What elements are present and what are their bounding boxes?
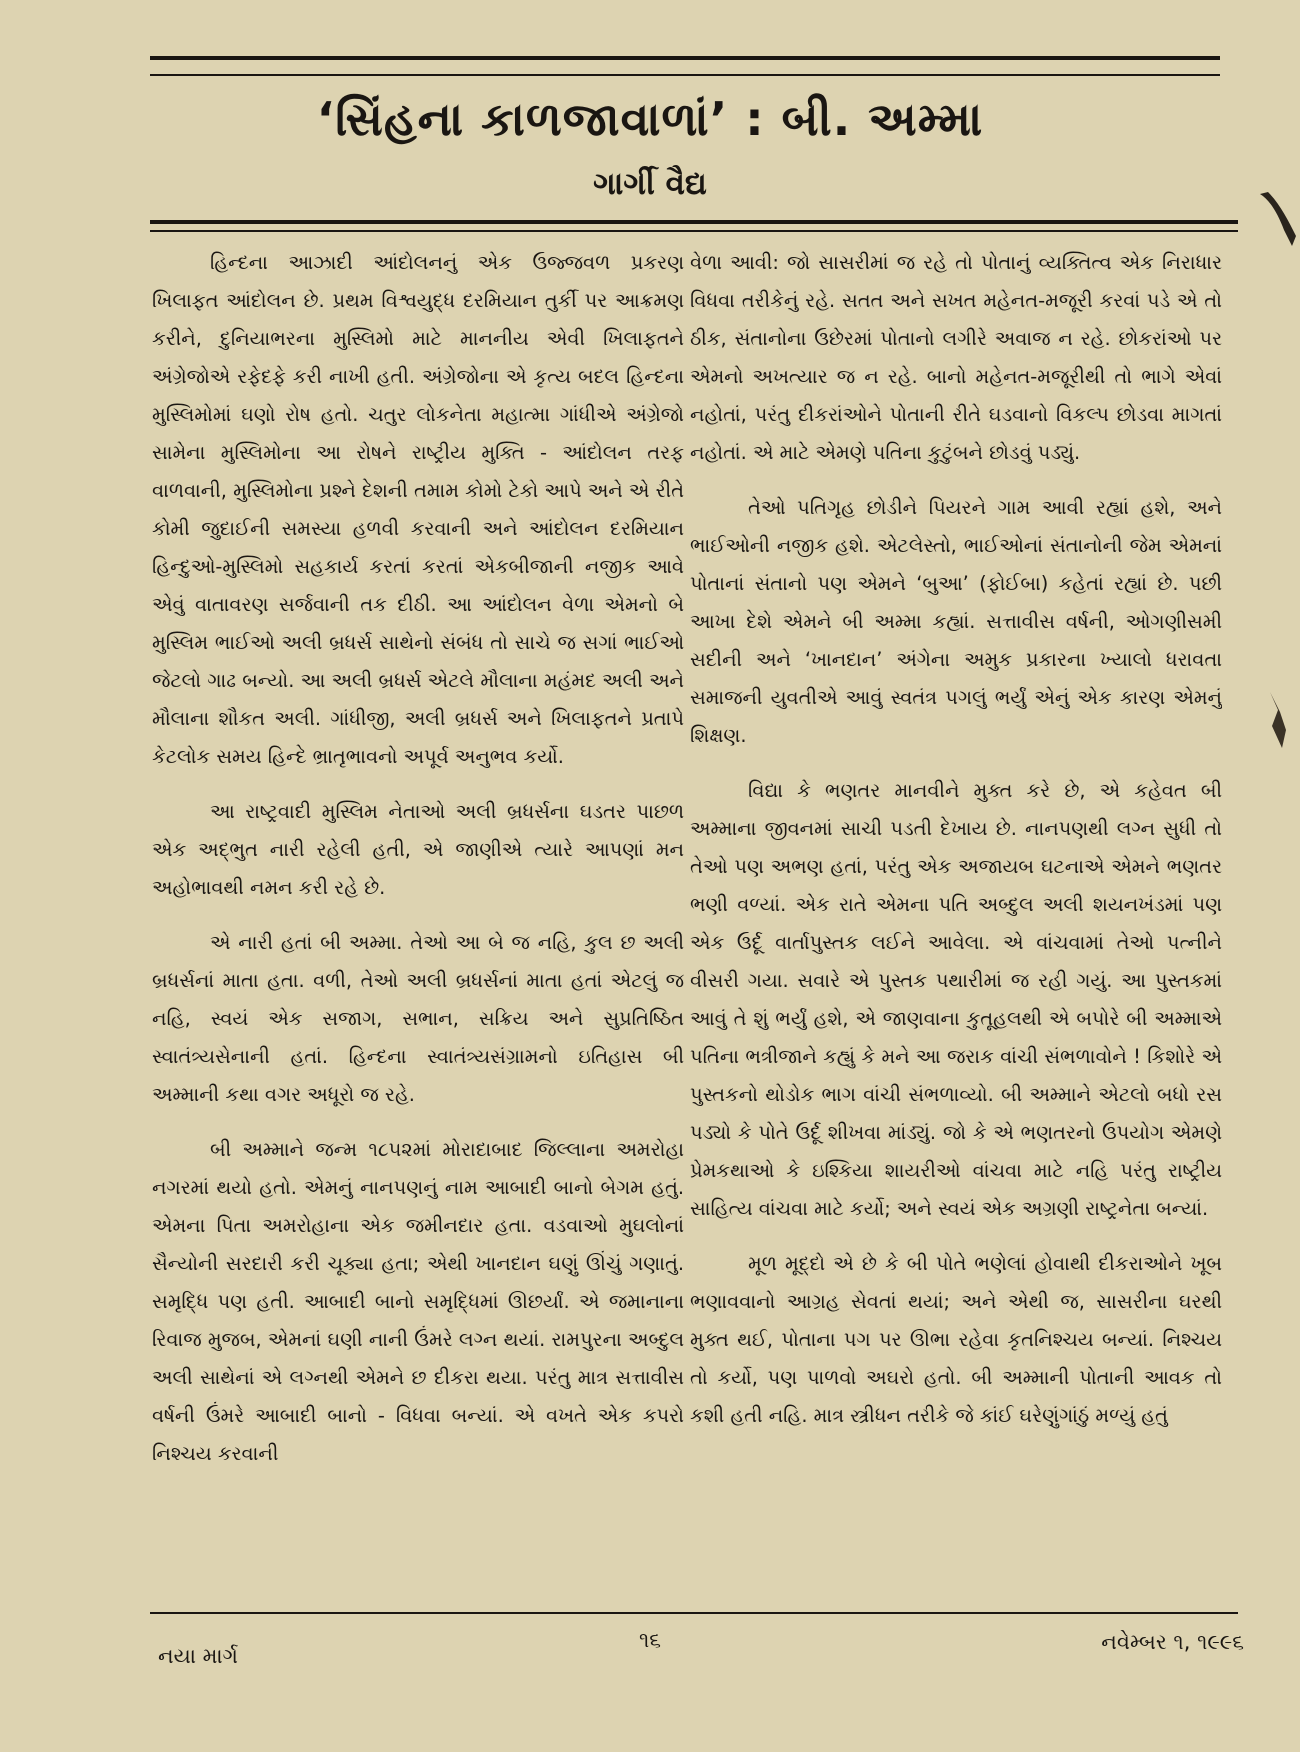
paragraph: આ રાષ્ટ્રવાદી મુસ્લિમ નેતાઓ અલી બ્રધર્સના ઘડતર પાછળ એક અદ્‌ભુત નારી રહેલી હતી, એ જાણીએ ત્યારે આપણાં મન અહોભાવથી નમન કરી રહે છે. <box>152 800 684 899</box>
top-rule <box>150 56 1220 60</box>
article-author: ગાર્ગી વૈદ્ય <box>593 166 707 202</box>
header-rule-thin <box>150 230 1238 232</box>
paragraph: વેળા આવી: જો સાસરીમાં જ રહે તો પોતાનું વ્યક્તિત્વ એક નિરાધાર વિધવા તરીકેનું રહે. સતત અને સખત મહેનત-મજૂરી કરવાં પડે એ તો ઠીક, સંતાનોના ઉછેરમાં પોતાનો લગીરે અવાજ ન રહે. છોકરાંઓ પર એમનો અખત્યાર જ ન રહે. બાનો મહેનત-મજૂરીથી તો ભાગે એવાં નહોતાં, પરંતુ દીકરાંઓને પોતાની રીતે ઘડવાનો વિકલ્પ છોડવા માગતાં નહોતાં. એ માટે એમણે પતિના કુટુંબને છોડવું પડ્યું. <box>690 251 1222 464</box>
page-number: ૧૬ <box>638 1628 662 1652</box>
footer-rule <box>150 1612 1238 1614</box>
article-title: ‘સિંહના કાળજાવાળાં’ : બી. અમ્મા <box>316 92 984 146</box>
paragraph: તેઓ પતિગૃહ છોડીને પિયરને ગામ આવી રહ્યાં હશે, અને ભાઈઓની નજીક હશે. એટલેસ્તો, ભાઈઓનાં સંતાનોની જેમ એમનાં પોતાનાં સંતાનો પણ એમને ‘બુઆ’ (ફોઈબા) કહેતાં રહ્યાં છે. પછી આખા દેશે એમને બી અમ્મા કહ્યાં. સત્તાવીસ વર્ષની, ઓગણીસમી સદીની અને ‘ખાનદાન’ અંગેના અમુક પ્રકારના ખ્યાલો ધરાવતા સમાજની યુવતીએ આવું સ્વતંત્ર પગલું ભર્યું એનું એક કારણ એમનું શિક્ષણ. <box>690 496 1222 747</box>
paragraph: મૂળ મૂદ્દો એ છે કે બી પોતે ભણેલાં હોવાથી દીકરાઓને ખૂબ ભણાવવાનો આગ્રહ સેવતાં થયાં; અને એથી જ, સાસરીના ઘરથી મુક્ત થઈ, પોતાના પગ પર ઊભા રહેવા કૃતનિશ્ચય બન્યાં. નિશ્ચય તો કર્યો, પણ પાળવો અઘરો હતો. બી અમ્માની પોતાની આવક તો કશી હતી નહિ. માત્ર સ્ત્રીધન તરીકે જે કાંઈ ઘરેણુંગાંઠું મળ્યું હતું <box>690 1252 1222 1427</box>
right-column <box>690 244 1222 1590</box>
paragraph: એ નારી હતાં બી અમ્મા. તેઓ આ બે જ નહિ, કુલ છ અલી બ્રધર્સનાં માતા હતા. વળી, તેઓ અલી બ્રધર્સનાં માતા હતાં એટલું જ નહિ, સ્વયં એક સજાગ, સભાન, સક્રિય અને સુપ્રતિષ્ઠિત સ્વાતંત્ર્યસેનાની હતાં. હિન્દના સ્વાતંત્ર્યસંગ્રામનો ઇતિહાસ બી અમ્માની કથા વગર અધૂરો જ રહે. <box>152 931 684 1106</box>
paragraph: હિન્દના આઝાદી આંદોલનનું એક ઉજ્જવળ પ્રકરણ ખિલાફત આંદોલન છે. પ્રથમ વિશ્વયુદ્ધ દરમિયાન તુર્કી પર આક્રમણ કરીને, દુનિયાભરના મુસ્લિમો માટે માનનીય એવી ખિલાફતને અંગ્રેજોએ રફેદફે કરી નાખી હતી. અંગ્રેજોના એ કૃત્ય બદલ હિન્દના મુસ્લિમોમાં ઘણો રોષ હતો. ચતુર લોકનેતા મહાત્મા ગાંધીએ અંગ્રેજો સામેના મુસ્લિમોના આ રોષને રાષ્ટ્રીય મુક્તિ - આંદોલન તરફ વાળવાની, મુસ્લિમોના પ્રશ્ને દેશની તમામ કોમો ટેકો આપે અને એ રીતે કોમી જુદાઈની સમસ્યા હળવી કરવાની અને આંદોલન દરમિયાન હિન્દુઓ-મુસ્લિમો સહકાર્ય કરતાં કરતાં એકબીજાની નજીક આવે એવું વાતાવરણ સર્જવાની તક દીઠી. આ આંદોલન વેળા એમનો બે મુસ્લિમ ભાઈઓ અલી બ્રધર્સ સાથેનો સંબંધ તો સાચે જ સગાં ભાઈઓ જેટલો ગાઢ બન્યો. આ અલી બ્રધર્સ એટલે મૌલાના મહંમદ અલી અને મૌલાના શૌકત અલી. ગાંધીજી, અલી બ્રધર્સ અને ખિલાફતને પ્રતાપે કેટલોક સમય હિન્દે ભ્રાતૃભાવનો અપૂર્વ અનુભવ કર્યો. <box>152 251 684 768</box>
torn-edge-mark <box>1266 690 1290 750</box>
torn-edge-mark <box>1258 190 1298 250</box>
magazine-name: નયા માર્ગ <box>158 1644 238 1668</box>
left-column <box>152 244 684 1590</box>
header-rule-thick <box>150 220 1238 224</box>
paragraph: બી અમ્માને જન્મ ૧૮૫૨માં મોરાદાબાદ જિલ્લાના અમરોહા નગરમાં થયો હતો. એમનું નાનપણનું નામ આબાદી બાનો બેગમ હતું. એમના પિતા અમરોહાના એક જમીનદાર હતા. વડવાઓ મુઘલોનાં સૈન્યોની સરદારી કરી ચૂક્યા હતા; એથી ખાનદાન ઘણું ઊંચું ગણાતું. સમૃદ્ધિ પણ હતી. આબાદી બાનો સમૃદ્ધિમાં ઊછર્યાં. એ જમાનાના રિવાજ મુજબ, એમનાં ઘણી નાની ઉંમરે લગ્ન થયાં. રામપુરના અબ્દુલ અલી સાથેનાં એ લગ્નથી એમને છ દીકરા થયા. પરંતુ માત્ર સત્તાવીસ વર્ષની ઉંમરે આબાદી બાનો - વિધવા બન્યાં. એ વખતે એક કપરો નિશ્ચય કરવાની <box>152 1138 684 1465</box>
paragraph: વિદ્યા કે ભણતર માનવીને મુક્ત કરે છે, એ કહેવત બી અમ્માના જીવનમાં સાચી પડતી દેખાય છે. નાનપણથી લગ્ન સુધી તો તેઓ પણ અભણ હતાં, પરંતુ એક અજાયબ ઘટનાએ એમને ભણતર ભણી વળ્યાં. એક રાતે એમના પતિ અબ્દુલ અલી શયનખંડમાં પણ એક ઉર્દૂ વાર્તાપુસ્તક લઈને આવેલા. એ વાંચવામાં તેઓ પત્નીને વીસરી ગયા. સવારે એ પુસ્તક પથારીમાં જ રહી ગયું. આ પુસ્તકમાં આવું તે શું ભર્યું હશે, એ જાણવાના કુતૂહલથી એ બપોરે બી અમ્માએ પતિના ભત્રીજાને કહ્યું કે મને આ જરાક વાંચી સંભળાવોને ! કિશોરે એ પુસ્તકનો થોડોક ભાગ વાંચી સંભળાવ્યો. બી અમ્માને એટલો બધો રસ પડ્યો કે પોતે ઉર્દૂ શીખવા માંડ્યું. જો કે એ ભણતરનો ઉપયોગ એમણે પ્રેમકથાઓ કે ઇશ્કિયા શાયરીઓ વાંચવા માટે નહિ પરંતુ રાષ્ટ્રીય સાહિત્ય વાંચવા માટે કર્યો; અને સ્વયં એક અગ્રણી રાષ્ટ્રનેતા બન્યાં. <box>690 779 1222 1220</box>
issue-date: નવેમ્બર ૧, ૧૯૯૬ <box>1101 1630 1244 1654</box>
title-rule-thin <box>150 74 1220 76</box>
